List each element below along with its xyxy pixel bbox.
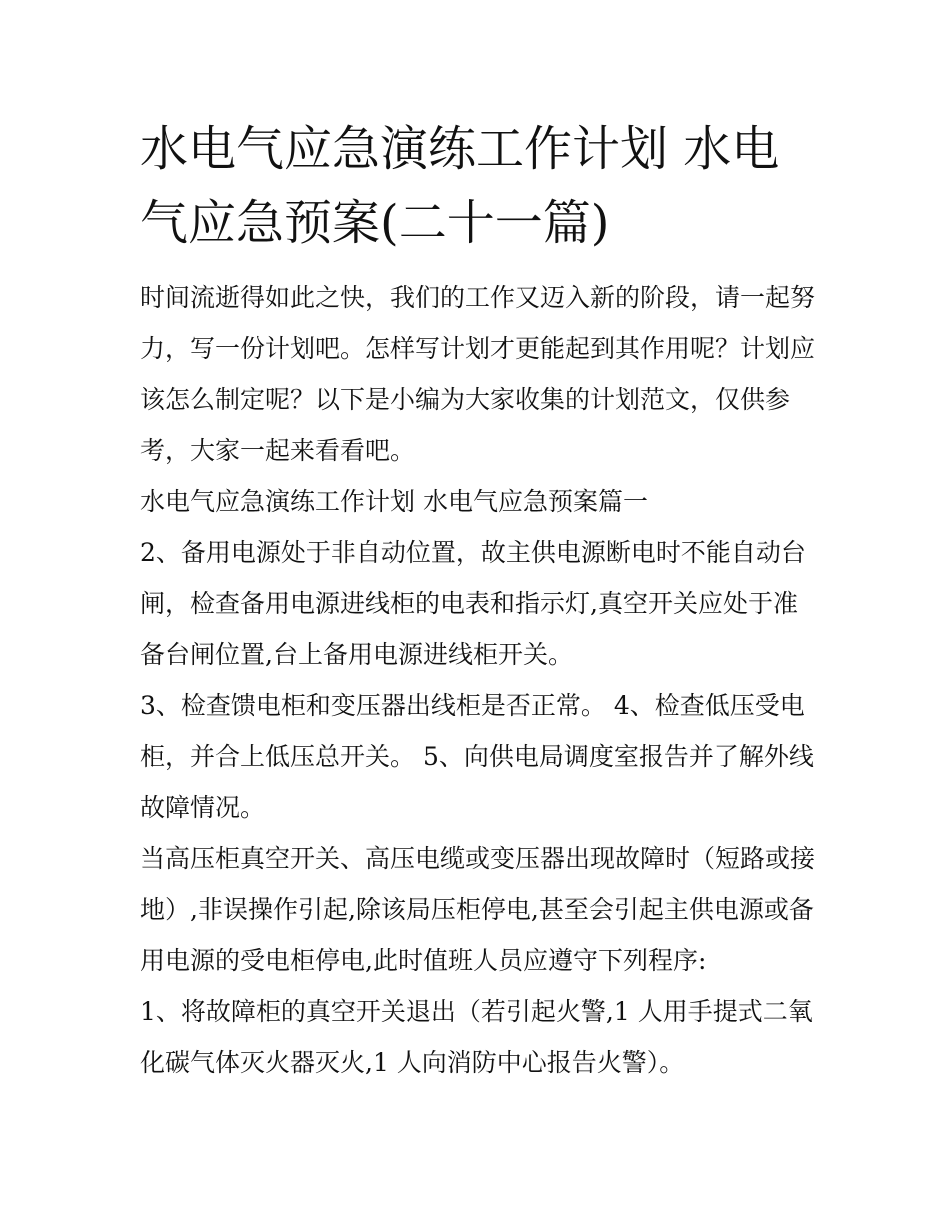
paragraph-fault-procedure: 当高压柜真空开关、高压电缆或变压器出现故障时（短路或接地）,非误操作引起,除该局压柜停电,甚至会引起主供电源或备用电源的受电柜停电,此时值班人员应遵守下列程序: [140, 844, 816, 975]
document-page [140, 112, 820, 1088]
section-heading: 水电气应急演练工作计划 水电气应急预案篇一 [140, 487, 648, 516]
intro-paragraph: 时间流逝得如此之快，我们的工作又迈入新的阶段，请一起努力，写一份计划吧。怎样写计划才更能起到其作用呢？计划应该怎么制定呢？以下是小编为大家收集的计划范文，仅供参考，大家一起来看看吧。 [140, 283, 816, 465]
paragraph-item-3: 3、检查馈电柜和变压器出线柜是否正常。 4、检查低压受电柜，并合上低压总开关。 5、向供电局调度室报告并了解外线故障情况。 [140, 691, 814, 822]
document-title: 水电气应急演练工作计划 水电气应急预案(二十一篇) [140, 121, 780, 251]
paragraph-item-2: 2、备用电源处于非自动位置，故主供电源断电时不能自动台闸，检查备用电源进线柜的电表和指示灯,真空开关应处于准备台闸位置,台上备用电源进线柜开关。 [140, 538, 806, 669]
paragraph-item-1: 1、将故障柜的真空开关退出（若引起火警,1 人用手提式二氧化碳气体灭火器灭火,1 人向消防中心报告火警）。 [140, 997, 813, 1077]
